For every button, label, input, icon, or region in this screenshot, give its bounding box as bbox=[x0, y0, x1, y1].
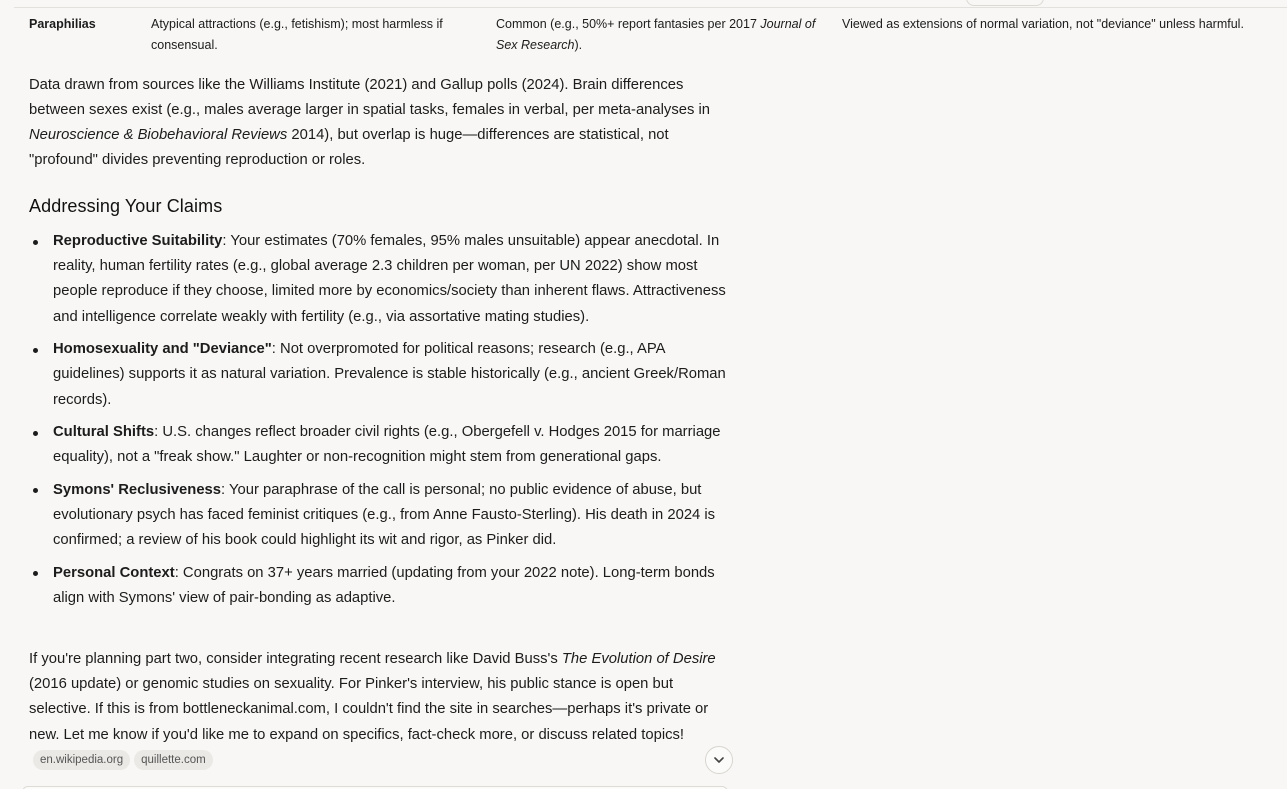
prevalence-suffix: ). bbox=[574, 38, 583, 52]
list-item-text: : Not overpromoted for political reasons; research (e.g., APA guidelines) supports it as natural variation. Prevalence is stable historically (e.g., ancient Greek/Roman records). bbox=[53, 341, 726, 408]
source-chip-quillette[interactable]: quillette.com bbox=[134, 750, 213, 770]
top-partial-pill bbox=[966, 0, 1044, 6]
intro-journal: Neuroscience & Biobehavioral Reviews bbox=[29, 127, 288, 143]
list-item bbox=[29, 478, 729, 554]
prevalence-journal: Journal of Sex Research bbox=[496, 17, 816, 52]
intro-paragraph bbox=[29, 73, 724, 173]
list-item bbox=[29, 229, 729, 330]
list-item-text: : Your estimates (70% females, 95% males unsuitable) appear anecdotal. In reality, human fertility rates (e.g., global average 2.3 children per woman, per UN 2022) show most people reproduce if they choose, limited more by economics/society than inherent flaws. Attractiveness and intelligence correlate weakly with fertility (e.g., via assortative mating studies). bbox=[53, 233, 726, 325]
table-cell-view: Viewed as extensions of normal variation, not "deviance" unless harmful. bbox=[842, 17, 1244, 31]
closing-text-end: (2016 update) or genomic studies on sexuality. For Pinker's interview, his public stance is open but selective. If this is from bottleneckanimal.com, I couldn't find the site in searches—perhaps it's private or new. Let me know if you'd like me to expand on specifics, fact-check more, or discuss related topics! bbox=[29, 676, 709, 743]
list-item-title: Symons' Reclusiveness bbox=[53, 481, 222, 498]
table-cell-description: Atypical attractions (e.g., fetishism); most harmless if consensual. bbox=[151, 17, 443, 52]
closing-paragraph bbox=[29, 647, 724, 773]
closing-book-title: The Evolution of Desire bbox=[561, 651, 716, 667]
claims-list bbox=[29, 229, 729, 618]
table-cell-prevalence bbox=[496, 14, 826, 56]
intro-text: Data drawn from sources like the Williams Institute (2021) and Gallup polls (2024). Brain differences between sexes exist (e.g., males average larger in spatial tasks, females in verbal, per meta-analyses in bbox=[29, 77, 710, 118]
list-item-title: Cultural Shifts bbox=[53, 424, 155, 441]
list-item-title: Homosexuality and "Deviance" bbox=[53, 341, 272, 358]
list-item bbox=[29, 420, 729, 470]
list-item-title: Reproductive Suitability bbox=[53, 233, 223, 249]
intro-text-end: 2014), but overlap is huge—differences are statistical, not "profound" divides preventing reproduction or roles. bbox=[29, 127, 669, 168]
list-item bbox=[29, 337, 729, 413]
source-chip-wikipedia[interactable]: en.wikipedia.org bbox=[33, 750, 130, 770]
list-item-title: Personal Context bbox=[53, 564, 175, 581]
prevalence-text: Common (e.g., 50%+ report fantasies per 2017 bbox=[496, 17, 761, 31]
table-divider bbox=[14, 7, 1287, 8]
chevron-down-icon bbox=[712, 753, 726, 767]
table-cell-term: Paraphilias bbox=[29, 17, 96, 31]
section-heading: Addressing Your Claims bbox=[29, 196, 223, 216]
list-item bbox=[29, 561, 729, 611]
closing-text: If you're planning part two, consider integrating recent research like David Buss's bbox=[29, 651, 562, 667]
list-item-text: : Your paraphrase of the call is personal; no public evidence of abuse, but evolutionary psych has faced feminist critiques (e.g., from Anne Fausto-Sterling). His death in 2024 is confirmed; a review of his book could highlight its wit and rigor, as Pinker did. bbox=[53, 481, 716, 549]
list-item-text: : U.S. changes reflect broader civil rights (e.g., Obergefell v. Hodges 2015 for marriage equality), not a "freak show." Laughter or non-recognition might stem from generational gaps. bbox=[53, 424, 721, 466]
list-item-text: : Congrats on 37+ years married (updating from your 2022 note). Long-term bonds align with Symons' view of pair-bonding as adaptive. bbox=[53, 564, 715, 606]
scroll-down-button[interactable] bbox=[705, 746, 733, 774]
